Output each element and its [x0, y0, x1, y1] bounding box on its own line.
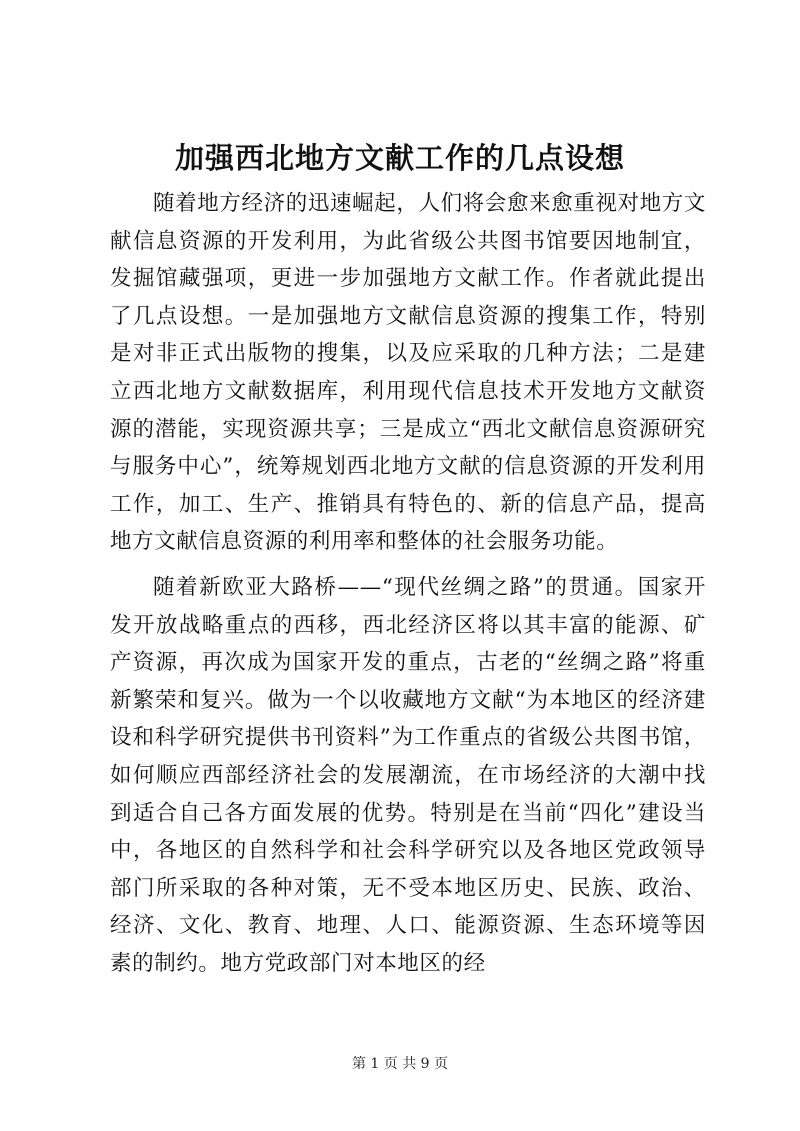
page-footer: 第 1 页 共 9 页	[351, 1056, 449, 1072]
paragraph-2: 随着新欧亚大路桥——“现代丝绸之路”的贯通。国家开发开放战略重点的西移，西北经济区将以其丰富的能源、矿产资源，再次成为国家开发的重点，古老的“丝绸之路”将重新繁荣和复兴。做为一个以收藏地方文献“为本地区的经济建设和科学研究提供书刊资料”为工作重点的省级公共图书馆，如何顺应西部经济社会的发展潮流，在市场经济的大潮中找到适合自己各方面发展的优势。特别是在当前“四化”建设当中，各地区的自然科学和社会科学研究以及各地区党政领导部门所采取的各种对策，无不受本地区历史、民族、政治、经济、文化、教育、地理、人口、能源资源、生态环境等因素的制约。地方党政部门对本地区的经	[110, 574, 706, 976]
document-title: 加强西北地方文献工作的几点设想	[174, 141, 625, 175]
paragraph-1: 随着地方经济的迅速崛起，人们将会愈来愈重视对地方文献信息资源的开发利用，为此省级公共图书馆要因地制宜，发掘馆藏强项，更进一步加强地方文献工作。作者就此提出了几点设想。一是加强地方文献信息资源的搜集工作，特别是对非正式出版物的搜集，以及应采取的几种方法；二是建立西北地方文献数据库，利用现代信息技术开发地方文献资源的潜能，实现资源共享；三是成立“西北文献信息资源研究与服务中心”，统筹规划西北地方文献的信息资源的开发利用工作，加工、生产、推销具有特色的、新的信息产品，提高地方文献信息资源的利用率和整体的社会服务功能。	[110, 191, 706, 555]
document-body	[110, 185, 706, 982]
